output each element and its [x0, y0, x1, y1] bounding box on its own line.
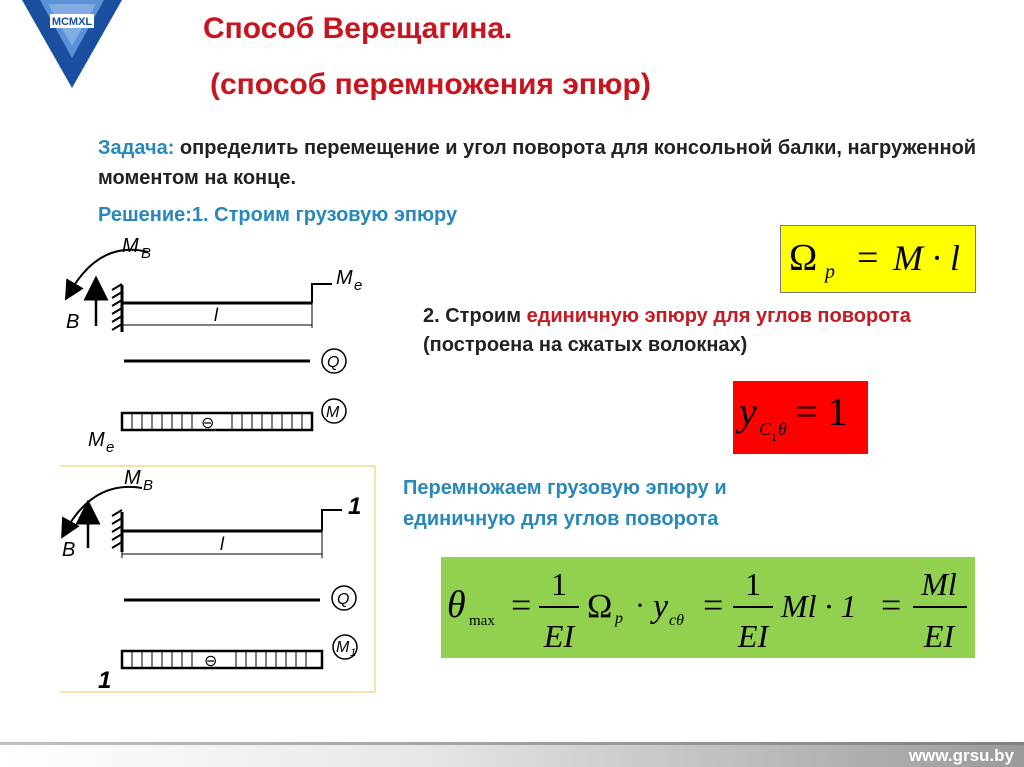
formula-unit-y: y — [739, 389, 757, 434]
top-moment-label: M — [122, 235, 139, 257]
task-label: Задача: — [98, 137, 175, 159]
formula-theta-num1: 1 — [551, 566, 567, 602]
page-title: Способ Верещагина. — [203, 12, 513, 45]
top-reaction-label: B — [66, 311, 80, 333]
formula-unit-rhs: = 1 — [795, 389, 848, 434]
formula-theta-den2: EI — [737, 618, 769, 654]
multiply-line2: единичную для углов поворота — [403, 508, 719, 530]
top-m-epure — [122, 413, 312, 430]
top-epure-value: M — [88, 429, 105, 451]
bottom-m-label: M — [336, 639, 350, 656]
top-applied-sub: e — [354, 277, 363, 294]
task-text: определить перемещение и угол поворота для консольной балки, нагруженной моментом на конце. — [98, 137, 977, 189]
formula-theta-sub-ctheta: cθ — [669, 612, 684, 629]
top-epure-sub: e — [106, 439, 115, 456]
formula-omega-rhs: M · l — [893, 238, 960, 278]
step2-suffix: (построена на сжатых волокнах) — [423, 334, 748, 356]
bottom-moment-sub: B — [143, 477, 154, 494]
step2-highlight: единичную эпюру для углов поворота — [526, 305, 911, 327]
formula-unit-sub-theta: θ — [778, 419, 787, 439]
formula-theta-omega: Ω — [587, 588, 613, 625]
top-applied-label: M — [336, 267, 353, 289]
formula-theta-den3: EI — [923, 618, 955, 654]
step2-prefix: 2. Строим — [423, 305, 527, 327]
logo-text: MCMXL — [51, 16, 93, 28]
formula-unit-box — [733, 381, 868, 454]
bottom-q-label: Q — [337, 591, 350, 608]
formula-unit-sub-c: C — [759, 419, 772, 439]
formula-theta-sub-p: p — [615, 610, 623, 627]
formula-theta-y: y — [653, 588, 669, 625]
bottom-m-sub: 1 — [350, 647, 357, 659]
formula-omega-equals: = — [857, 237, 879, 279]
bottom-reaction-label: B — [62, 539, 76, 561]
bottom-applied-label: 1 — [348, 493, 362, 520]
top-applied-moment-icon — [312, 284, 332, 303]
bottom-moment-arrow-icon — [66, 487, 142, 530]
top-span-label: l — [214, 305, 218, 325]
formula-omega-box — [780, 225, 976, 293]
formula-omega-sub: p — [825, 261, 835, 283]
solution-step2 — [423, 302, 943, 360]
bottom-span-label: l — [220, 534, 224, 554]
formula-theta-sub-max: max — [469, 613, 495, 629]
bottom-epure-sign: ⊖ — [204, 653, 218, 670]
bottom-applied-moment-icon — [322, 510, 342, 531]
formula-theta-eq3: = — [881, 585, 902, 625]
formula-theta-num3: Ml — [921, 566, 957, 602]
top-q-label: Q — [327, 354, 340, 371]
bottom-moment-label: M — [124, 467, 141, 489]
top-moment-sub: B — [141, 245, 152, 262]
top-m-label: M — [326, 404, 340, 421]
multiply-statement — [403, 473, 727, 535]
formula-theta-eq1: = — [511, 585, 532, 625]
bottom-epure-value: 1 — [98, 667, 112, 694]
formula-theta-box — [441, 557, 975, 658]
footer-url-link[interactable]: www.grsu.by — [908, 746, 1014, 765]
solution-label: Решение: — [98, 204, 192, 226]
multiply-line1: Перемножаем грузовую эпюру и — [403, 477, 727, 499]
beam-diagrams — [0, 0, 400, 700]
formula-theta-dot: · — [635, 589, 645, 622]
formula-theta-num2: 1 — [745, 566, 761, 602]
formula-unit-sub-1: 1 — [771, 430, 777, 444]
solution-step1-text: 1. Строим грузовую эпюру — [191, 204, 458, 226]
bottom-beam-diagram — [66, 487, 357, 668]
formula-omega-symbol: Ω — [789, 237, 818, 279]
formula-theta-den1: EI — [543, 618, 575, 654]
formula-theta-eq2: = — [703, 585, 724, 625]
page-subtitle: (способ перемножения эпюр) — [210, 68, 651, 101]
formula-theta-symbol: θ — [447, 584, 466, 626]
top-epure-sign: ⊖ — [201, 415, 215, 432]
footer-bar — [0, 745, 1024, 767]
formula-theta-ml1: Ml · 1 — [781, 588, 857, 624]
top-beam-diagram — [70, 250, 346, 430]
